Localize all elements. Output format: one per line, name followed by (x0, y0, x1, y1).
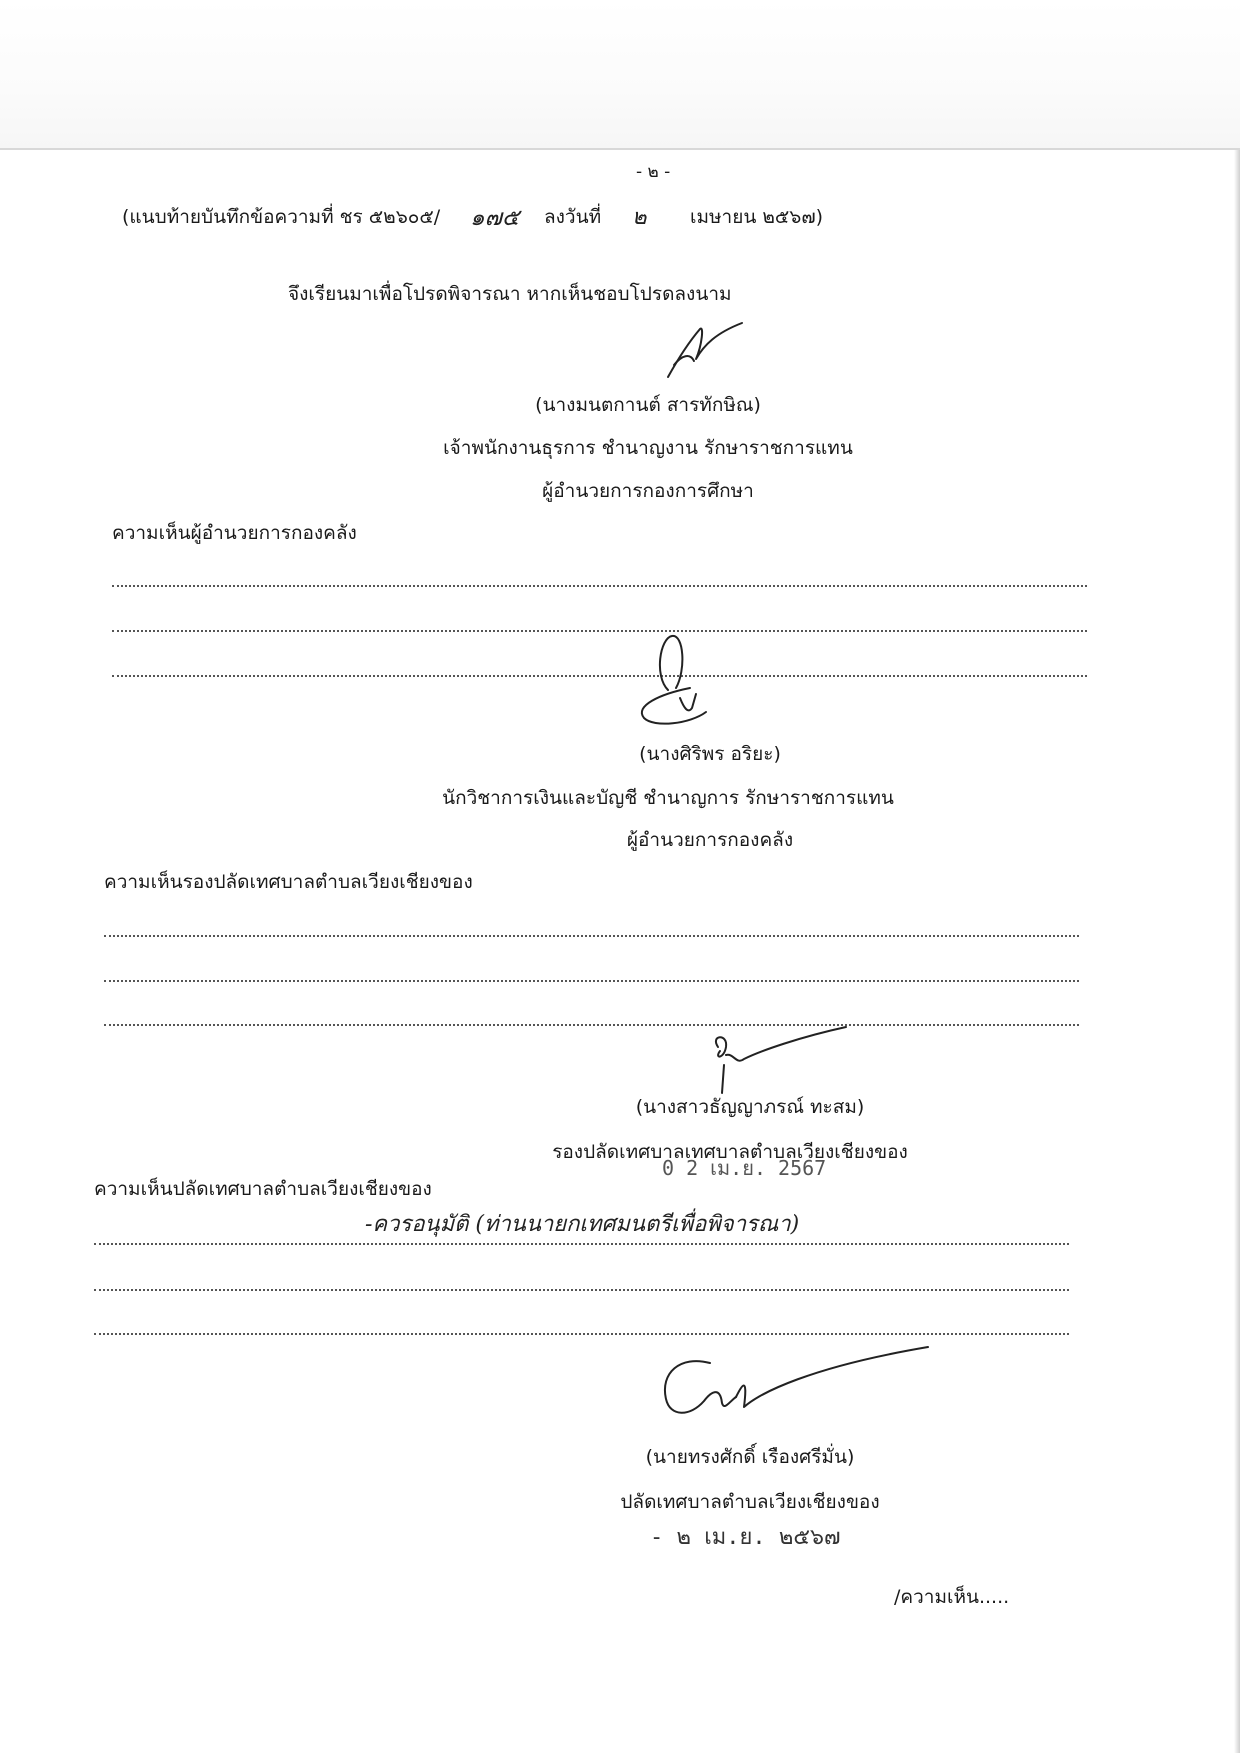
month-year: เมษายน ๒๕๖๗) (690, 206, 824, 228)
dotted-line (104, 935, 1079, 937)
intro-text: จึงเรียนมาเพื่อโปรดพิจารณา หากเห็นชอบโปรดลงนาม (288, 283, 732, 305)
signature-3 (700, 1025, 850, 1095)
opinion-label: ความเห็นปลัดเทศบาลตำบลเวียงเชียงของ (94, 1178, 432, 1200)
handwritten-opinion: -ควรอนุมัติ (ท่านนายกเทศมนตรีเพื่อพิจารณา) (365, 1212, 800, 1237)
signer-name: (นายทรงศักดิ์ เรืองศรีมั่น) (645, 1446, 855, 1468)
dotted-line (112, 630, 1087, 632)
reference-number-handwritten: ๑๗๕ (470, 205, 520, 231)
signer-position: ผู้อำนวยการกองคลัง (626, 829, 794, 851)
signature-2 (630, 628, 720, 728)
dotted-line (94, 1289, 1069, 1291)
signature-1 (660, 315, 750, 385)
signer-position: รองปลัดเทศบาลเทศบาลตำบลเวียงเชียงของ (552, 1141, 908, 1163)
scan-edge (0, 148, 1240, 150)
dotted-line (112, 585, 1087, 587)
date-label: ลงวันที่ (544, 206, 602, 228)
reference-prefix: (แนบท้ายบันทึกข้อความที่ ชร ๕๒๖๐๕/ (122, 206, 441, 228)
dotted-line (94, 1243, 1069, 1245)
continuation-note: /ความเห็น..... (894, 1586, 1010, 1608)
signer-position: นักวิชาการเงินและบัญชี ชำนาญการ รักษาราชการแทน (442, 787, 894, 809)
opinion-label: ความเห็นผู้อำนวยการกองคลัง (112, 522, 357, 544)
opinion-label: ความเห็นรองปลัดเทศบาลตำบลเวียงเชียงของ (104, 871, 473, 893)
signer-name: (นางมนตกานต์ สารทักษิณ) (535, 394, 761, 416)
signer-position: เจ้าพนักงานธุรการ ชำนาญงาน รักษาราชการแทน (443, 437, 853, 459)
signer-position: ผู้อำนวยการกองการศึกษา (542, 480, 754, 502)
dotted-line (104, 980, 1079, 982)
date-stamp: 0 2 เม.ย. 2567 (662, 1156, 827, 1180)
signer-name: (นางศิริพร อริยะ) (639, 743, 781, 765)
date-stamp: - ๒ เม.ย. ๒๕๖๗ (650, 1525, 841, 1550)
scan-margin-top (0, 0, 1240, 150)
signer-name: (นางสาวธัญญาภรณ์ ทะสม) (635, 1096, 865, 1118)
dotted-line (104, 1024, 1079, 1026)
dotted-line (112, 675, 1087, 677)
signature-4 (650, 1345, 930, 1435)
day-handwritten: ๒ (632, 205, 647, 230)
signer-position: ปลัดเทศบาลตำบลเวียงเชียงของ (620, 1491, 880, 1513)
scan-edge-right (1234, 150, 1240, 1753)
page-number: - ๒ - (636, 162, 671, 182)
dotted-line (94, 1333, 1069, 1335)
